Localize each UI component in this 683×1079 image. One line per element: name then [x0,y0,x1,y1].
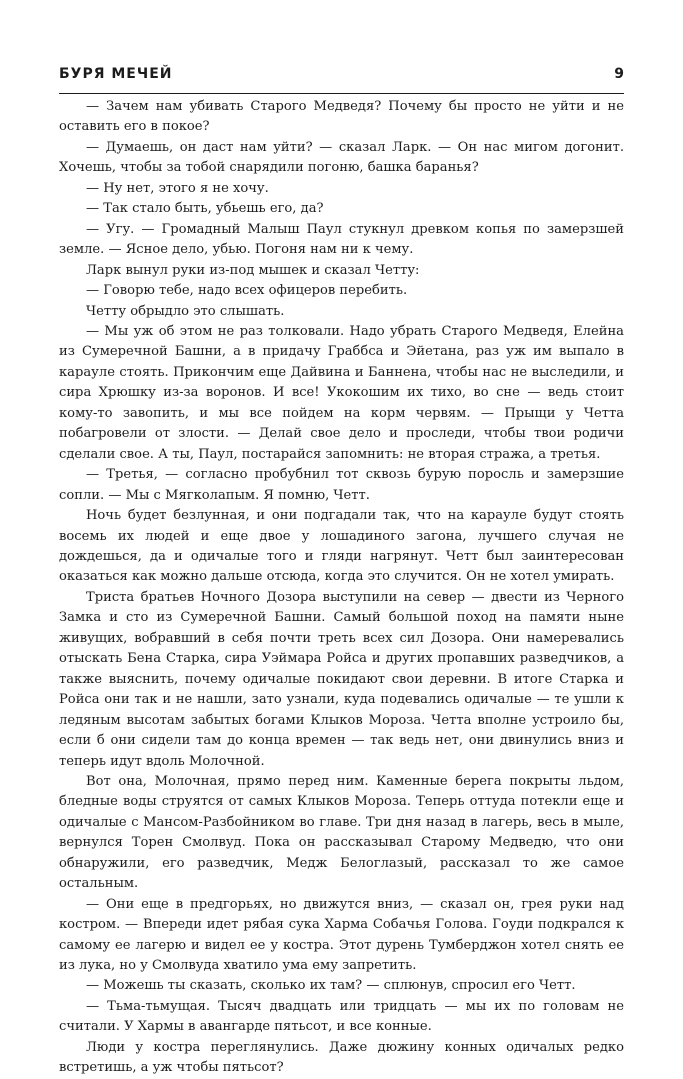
paragraph: — Можешь ты сказать, сколько их там? — сплюнув, спросил его Четт. [86,978,576,994]
paragraph: — Угу. — Громадный Малыш Паул стукнул древком копья по замерзшей земле. — Ясное дело, убью. Погоня нам ни к чему. [59,221,624,258]
paragraph: Ларк вынул руки из-под мышек и сказал Четту: [86,262,420,278]
running-header [59,63,624,94]
paragraph: — Мы уж об этом не раз толковали. Надо убрать Старого Медведя, Елейна из Сумеречной Башни, а в придачу Граббса и Эйетана, раз уж им выпало в карауле стоять. Прикончим еще Дайвина и Баннена, чтобы нас не выследили, и сира Хрюшку из-за воронов. И все! Укокошим их тихо, во сне — ведь стоит кому-то завопить, и мы все пойдем на корм червям. — Прыщи у Четта побагровели от злости. — Делай свое дело и проследи, чтобы твои родичи сделали свое. А ты, Паул, постарайся запомнить: не вторая стража, а третья. [59,323,624,462]
paragraph: — Зачем нам убивать Старого Медведя? Почему бы просто не уйти и не оставить его в покое? [59,99,624,135]
paragraph: Четту обрыдло это слышать. [86,303,285,319]
page-number: 9 [614,66,624,82]
paragraph: Вот она, Молочная, прямо перед ним. Каменные берега покрыты льдом, бледные воды струятся от самых Клыков Мороза. Теперь оттуда потекли еще и одичалые с Мансом-Разбойником во главе. Три дня назад в лагерь, весь в мыле, вернулся Торен Смолвуд. Пока он рассказывал Старому Медведю, что они обнаружили, его разведчик, Медж Белоглазый, рассказал то же самое остальным. [59,773,624,892]
paragraph: — Ну нет, этого я не хочу. [86,180,269,196]
text-body [59,97,624,1079]
paragraph: Люди у костра переглянулись. Даже дюжину конных одичалых редко встретишь, а уж чтобы пятьсот? [59,1039,624,1076]
paragraph: — Тьма-тьмущая. Тысяч двадцать или тридцать — мы их по головам не считали. У Хармы в авангарде пятьсот, и все конные. [59,998,624,1035]
paragraph: — Они еще в предгорьях, но движутся вниз, — сказал он, грея руки над костром. — Впереди идет рябая сука Харма Собачья Голова. Гоуди подкрался к самому ее лагерю и видел ее у костра. Этот дурень Тумберджон хотел снять ее из лука, но у Смолвуда хватило ума ему запретить. [59,896,624,974]
paragraph: Ночь будет безлунная, и они подгадали так, что на карауле будут стоять восемь их людей и еще двое у лошадиного загона, лучшего случая не дождешься, да и одичалые того и гляди нагрянут. Четт был заинтересован оказаться как можно дальше отсюда, когда это случится. Он не хотел умирать. [59,508,624,585]
running-title: БУРЯ МЕЧЕЙ [59,66,173,82]
paragraph: — Думаешь, он даст нам уйти? — сказал Ларк. — Он нас мигом догонит. Хочешь, чтобы за тобой снарядили погоню, башка баранья? [59,139,624,176]
paragraph: Триста братьев Ночного Дозора выступили на север — двести из Черного Замка и сто из Сумеречной Башни. Самый большой поход на памяти ныне живущих, вобравший в себя почти треть всех сил Дозора. Они намеревались отыскать Бена Старка, сира Уэймара Ройса и других пропавших разведчиков, а также выяснить, почему одичалые покидают свои деревни. В итоге Старка и Ройса они так и не нашли, зато узнали, куда подевались одичалые — те ушли к ледяным высотам забытых богами Клыков Мороза. Четта вполне устроило бы, если б они сидели там до конца времен — так ведь нет, они двинулись вниз и теперь идут вдоль Молочной. [59,589,624,769]
paragraph: — Третья, — согласно пробубнил тот сквозь бурую поросль и замерзшие сопли. — Мы с Мягколапым. Я помню, Четт. [59,467,624,503]
paragraph: — Так стало быть, убьешь его, да? [86,201,324,217]
paragraph: — Говорю тебе, надо всех офицеров перебить. [86,283,408,299]
